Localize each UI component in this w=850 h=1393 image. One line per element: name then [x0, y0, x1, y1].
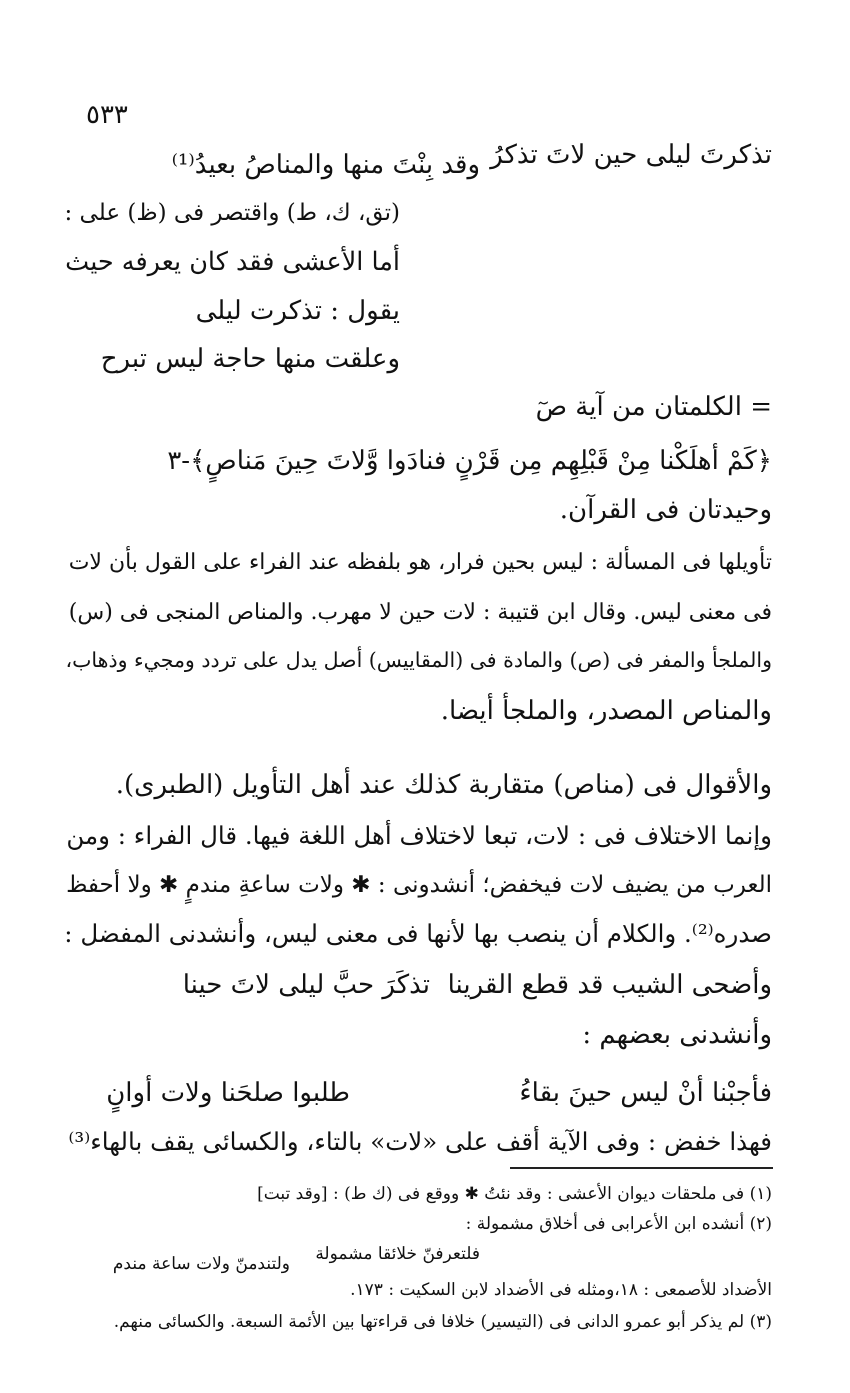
page-number: ٥٣٣ — [86, 100, 128, 130]
text-line: فى معنى ليس. وقال ابن قتيبة : لات حين لا مهرب. والمناص المنجى فى (س) — [68, 600, 772, 625]
text-line: (تق، ك، ط) واقتصر فى (ظ) على : — [64, 200, 400, 226]
text-line: والأقوال فى (مناص) متقاربة كذلك عند أهل التأويل (الطبرى). — [115, 770, 772, 800]
text-line: وإنما الاختلاف فى : لات، تبعا لاختلاف أهل اللغة فيها. قال الفراء : ومن — [66, 821, 772, 850]
text-line: والملجأ والمفر فى (ص) والمادة فى (المقاييس) أصل يدل على تردد ومجيء وذهاب، — [65, 648, 772, 672]
footnote-1: (١) فى ملحقات ديوان الأعشى : وقد نئتُ ✱ ووقع فى (ك ط) : [وقد تبت] — [257, 1184, 772, 1204]
text-line: العرب من يضيف لات فيخفض؛ أنشدونى : ✱ ولات ساعةِ مندمٍ ✱ ولا أحفظ — [66, 872, 772, 898]
verse-3-first-hemistich: طلبوا صلحَنا ولات أوانٍ — [106, 1078, 350, 1108]
text-line: فهذا خفض : وفى الآية أقف على «لات» بالتاء، والكسائى يقف بالهاء⁽³⁾ — [68, 1127, 772, 1156]
footnote-3: (٣) لم يذكر أبو عمرو الدانى فى (التيسير) خلافا فى قراءتها بين الأئمة السبعة. والكسائى منهم. — [113, 1312, 772, 1332]
text-line: = الكلمتان من آية صٓ — [535, 392, 772, 422]
quran-verse: ﴿كَمْ أهلَكْنا مِنْ قَبْلِهِم مِن قَرْنٍ فنادَوا وَّلاتَ حِينَ مَناصٍ﴾-٣ — [167, 446, 772, 476]
text-line: وأنشدنى بعضهم : — [582, 1020, 772, 1050]
text-line: وعلقت منها حاجة ليس تبرح — [100, 344, 400, 374]
verse-1-second-hemistich: وقد بِنْتَ منها والمناصُ بعيدُ⁽¹⁾ — [171, 150, 480, 180]
verse-3-second-hemistich: فأجبْنا أنْ ليس حينَ بقاءُ — [519, 1078, 772, 1108]
verse-1-first-hemistich: تذكرتَ ليلى حين لاتَ تذكرُ — [490, 140, 772, 170]
text-line: صدره⁽²⁾. والكلام أن ينصب بها لأنها فى معنى ليس، وأنشدنى المفضل : — [64, 919, 772, 948]
text-line: والمناص المصدر، والملجأ أيضا. — [440, 696, 772, 726]
footnote-2: (٢) أنشده ابن الأعرابى فى أخلاق مشمولة : — [465, 1214, 772, 1234]
footnote-2-verse-second: ولتندمنّ ولات ساعة مندم — [112, 1254, 290, 1274]
text-line: أما الأعشى فقد كان يعرفه حيث — [65, 247, 400, 277]
text-line: وحيدتان فى القرآن. — [559, 495, 772, 525]
text-line: يقول : تذكرت ليلى — [195, 296, 400, 326]
footnote-2-verse-first: فلتعرفنّ خلائقا مشمولة — [315, 1244, 480, 1264]
footnote-separator — [510, 1167, 773, 1169]
text-line: تأويلها فى المسألة : ليس بحين فرار، هو بلفظه عند الفراء على القول بأن لات — [68, 550, 772, 575]
verse-2-second-hemistich: وأضحى الشيب قد قطع القرينا — [447, 970, 772, 1000]
verse-2-first-hemistich: تذكَرَ حبَّ ليلى لاتَ حينا — [182, 970, 430, 1000]
footnote-2-continuation: الأضداد للأصمعى : ١٨،ومثله فى الأضداد لابن السكيت : ١٧٣. — [350, 1280, 772, 1300]
